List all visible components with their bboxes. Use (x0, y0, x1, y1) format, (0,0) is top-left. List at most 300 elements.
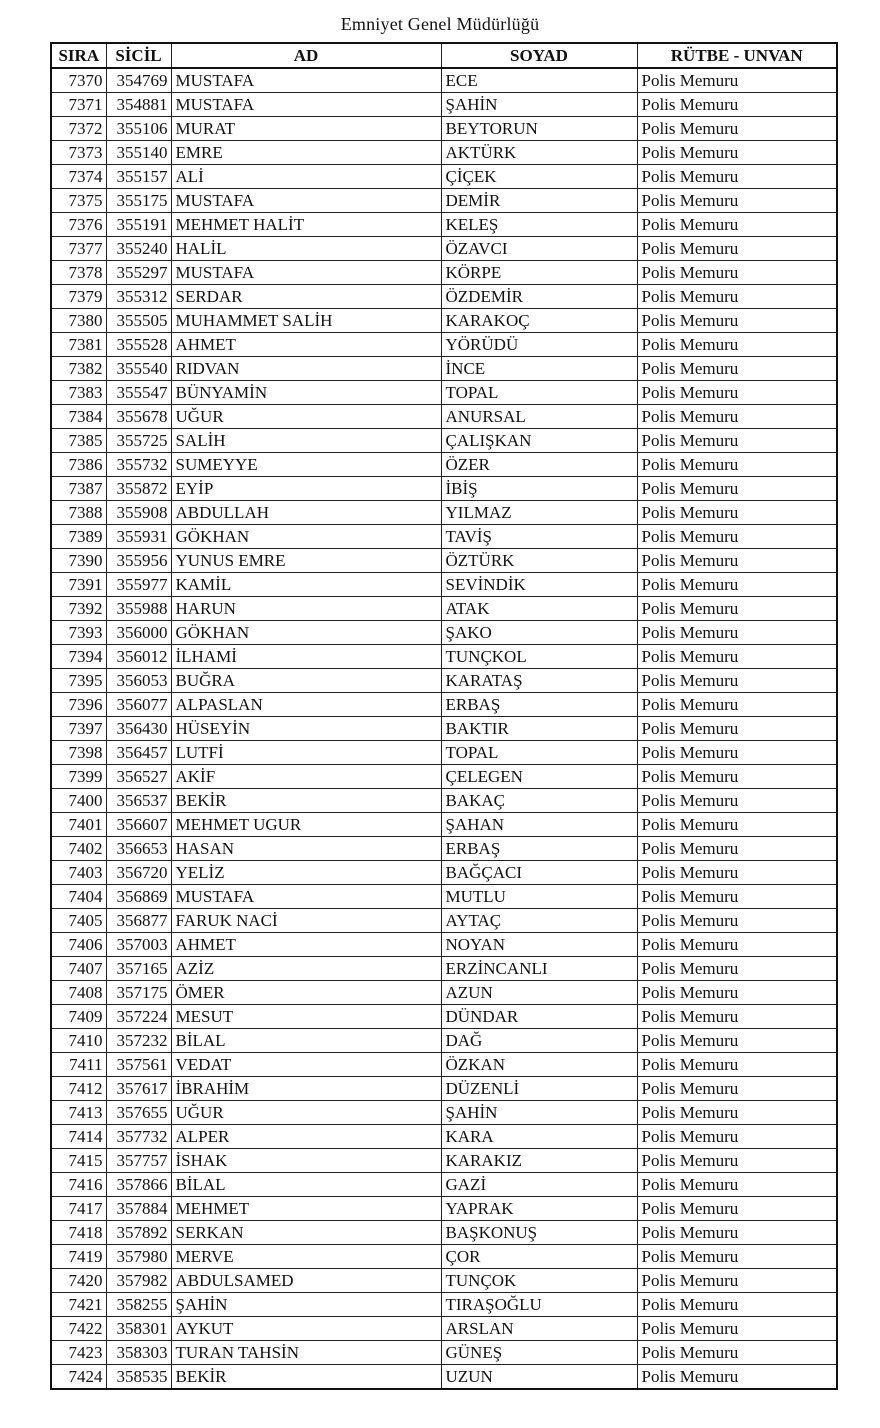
sicil-cell: 356720 (106, 861, 171, 885)
soyad-cell: KARAKIZ (441, 1149, 637, 1173)
sicil-cell: 357224 (106, 1005, 171, 1029)
sira-cell: 7398 (51, 741, 106, 765)
table-row (51, 957, 837, 981)
soyad-cell: ERZİNCANLI (441, 957, 637, 981)
rutbe-unvan-cell: Polis Memuru (637, 909, 837, 933)
sicil-cell: 357003 (106, 933, 171, 957)
table-row (51, 1365, 837, 1390)
sicil-cell: 355312 (106, 285, 171, 309)
sira-cell: 7374 (51, 165, 106, 189)
rutbe-unvan-cell: Polis Memuru (637, 1029, 837, 1053)
ad-cell: YELİZ (171, 861, 441, 885)
ad-cell: MESUT (171, 1005, 441, 1029)
sicil-cell: 355988 (106, 597, 171, 621)
sira-cell: 7389 (51, 525, 106, 549)
soyad-cell: DÜZENLİ (441, 1077, 637, 1101)
sira-cell: 7371 (51, 93, 106, 117)
ad-cell: MUSTAFA (171, 885, 441, 909)
ad-cell: MUSTAFA (171, 189, 441, 213)
sicil-cell: 355191 (106, 213, 171, 237)
ad-cell: HARUN (171, 597, 441, 621)
soyad-cell: AYTAÇ (441, 909, 637, 933)
table-row (51, 405, 837, 429)
sira-cell: 7404 (51, 885, 106, 909)
rutbe-unvan-cell: Polis Memuru (637, 405, 837, 429)
sicil-cell: 356877 (106, 909, 171, 933)
ad-cell: ALPASLAN (171, 693, 441, 717)
soyad-cell: BAKTIR (441, 717, 637, 741)
rutbe-unvan-cell: Polis Memuru (637, 333, 837, 357)
soyad-cell: NOYAN (441, 933, 637, 957)
ad-cell: UĞUR (171, 405, 441, 429)
ad-cell: VEDAT (171, 1053, 441, 1077)
soyad-cell: ATAK (441, 597, 637, 621)
sicil-cell: 355175 (106, 189, 171, 213)
soyad-cell: ŞAKO (441, 621, 637, 645)
soyad-cell: GÜNEŞ (441, 1341, 637, 1365)
rutbe-unvan-cell: Polis Memuru (637, 1365, 837, 1390)
sicil-cell: 354769 (106, 68, 171, 93)
soyad-cell: DEMİR (441, 189, 637, 213)
sira-cell: 7376 (51, 213, 106, 237)
table-row (51, 693, 837, 717)
ad-cell: BEKİR (171, 789, 441, 813)
sira-cell: 7397 (51, 717, 106, 741)
soyad-cell: İNCE (441, 357, 637, 381)
table-body (51, 68, 837, 1389)
soyad-cell: TAVİŞ (441, 525, 637, 549)
sicil-cell: 355732 (106, 453, 171, 477)
soyad-cell: ÇOR (441, 1245, 637, 1269)
ad-cell: MEHMET HALİT (171, 213, 441, 237)
rutbe-unvan-cell: Polis Memuru (637, 669, 837, 693)
sicil-cell: 357175 (106, 981, 171, 1005)
sira-cell: 7400 (51, 789, 106, 813)
column-header-soyad: SOYAD (441, 43, 637, 68)
sira-cell: 7412 (51, 1077, 106, 1101)
sira-cell: 7379 (51, 285, 106, 309)
table-row (51, 597, 837, 621)
sicil-cell: 356000 (106, 621, 171, 645)
sira-cell: 7385 (51, 429, 106, 453)
ad-cell: İBRAHİM (171, 1077, 441, 1101)
sicil-cell: 355505 (106, 309, 171, 333)
sira-cell: 7378 (51, 261, 106, 285)
sira-cell: 7391 (51, 573, 106, 597)
soyad-cell: ERBAŞ (441, 693, 637, 717)
soyad-cell: ÇELEGEN (441, 765, 637, 789)
sira-cell: 7382 (51, 357, 106, 381)
sicil-cell: 358303 (106, 1341, 171, 1365)
soyad-cell: ÇALIŞKAN (441, 429, 637, 453)
rutbe-unvan-cell: Polis Memuru (637, 933, 837, 957)
rutbe-unvan-cell: Polis Memuru (637, 717, 837, 741)
ad-cell: ABDULSAMED (171, 1269, 441, 1293)
ad-cell: UĞUR (171, 1101, 441, 1125)
table-row (51, 573, 837, 597)
table-row (51, 117, 837, 141)
sira-cell: 7395 (51, 669, 106, 693)
ad-cell: MURAT (171, 117, 441, 141)
rutbe-unvan-cell: Polis Memuru (637, 621, 837, 645)
rutbe-unvan-cell: Polis Memuru (637, 429, 837, 453)
soyad-cell: DÜNDAR (441, 1005, 637, 1029)
table-row (51, 909, 837, 933)
sicil-cell: 355872 (106, 477, 171, 501)
rutbe-unvan-cell: Polis Memuru (637, 1245, 837, 1269)
ad-cell: AZİZ (171, 957, 441, 981)
rutbe-unvan-cell: Polis Memuru (637, 837, 837, 861)
ad-cell: KAMİL (171, 573, 441, 597)
sicil-cell: 355140 (106, 141, 171, 165)
soyad-cell: ŞAHİN (441, 1101, 637, 1125)
sira-cell: 7387 (51, 477, 106, 501)
table-row (51, 1245, 837, 1269)
rutbe-unvan-cell: Polis Memuru (637, 189, 837, 213)
soyad-cell: DAĞ (441, 1029, 637, 1053)
table-row (51, 861, 837, 885)
sira-cell: 7407 (51, 957, 106, 981)
rutbe-unvan-cell: Polis Memuru (637, 597, 837, 621)
rutbe-unvan-cell: Polis Memuru (637, 117, 837, 141)
sicil-cell: 355725 (106, 429, 171, 453)
rutbe-unvan-cell: Polis Memuru (637, 261, 837, 285)
table-row (51, 1125, 837, 1149)
rutbe-unvan-cell: Polis Memuru (637, 573, 837, 597)
sira-cell: 7388 (51, 501, 106, 525)
rutbe-unvan-cell: Polis Memuru (637, 1005, 837, 1029)
table-row (51, 669, 837, 693)
table-row (51, 309, 837, 333)
table-row (51, 933, 837, 957)
table-row (51, 477, 837, 501)
rutbe-unvan-cell: Polis Memuru (637, 1221, 837, 1245)
soyad-cell: İBİŞ (441, 477, 637, 501)
soyad-cell: KARAKOÇ (441, 309, 637, 333)
soyad-cell: ÖZKAN (441, 1053, 637, 1077)
soyad-cell: YÖRÜDÜ (441, 333, 637, 357)
rutbe-unvan-cell: Polis Memuru (637, 1341, 837, 1365)
soyad-cell: AKTÜRK (441, 141, 637, 165)
rutbe-unvan-cell: Polis Memuru (637, 285, 837, 309)
sicil-cell: 355931 (106, 525, 171, 549)
soyad-cell: ÖZTÜRK (441, 549, 637, 573)
sicil-cell: 355297 (106, 261, 171, 285)
sira-cell: 7416 (51, 1173, 106, 1197)
soyad-cell: ÖZER (441, 453, 637, 477)
ad-cell: MERVE (171, 1245, 441, 1269)
rutbe-unvan-cell: Polis Memuru (637, 93, 837, 117)
ad-cell: RIDVAN (171, 357, 441, 381)
sira-cell: 7411 (51, 1053, 106, 1077)
sira-cell: 7421 (51, 1293, 106, 1317)
table-row (51, 261, 837, 285)
sicil-cell: 358301 (106, 1317, 171, 1341)
table-row (51, 1005, 837, 1029)
table-row (51, 1293, 837, 1317)
ad-cell: FARUK NACİ (171, 909, 441, 933)
table-row (51, 621, 837, 645)
ad-cell: SERKAN (171, 1221, 441, 1245)
soyad-cell: KÖRPE (441, 261, 637, 285)
table-row (51, 1029, 837, 1053)
table-row (51, 501, 837, 525)
ad-cell: BİLAL (171, 1029, 441, 1053)
ad-cell: BEKİR (171, 1365, 441, 1390)
sicil-cell: 358535 (106, 1365, 171, 1390)
rutbe-unvan-cell: Polis Memuru (637, 213, 837, 237)
ad-cell: ÖMER (171, 981, 441, 1005)
soyad-cell: SEVİNDİK (441, 573, 637, 597)
soyad-cell: ECE (441, 68, 637, 93)
sicil-cell: 355956 (106, 549, 171, 573)
ad-cell: AYKUT (171, 1317, 441, 1341)
table-row (51, 357, 837, 381)
sira-cell: 7372 (51, 117, 106, 141)
soyad-cell: ÖZDEMİR (441, 285, 637, 309)
table-row (51, 141, 837, 165)
soyad-cell: TOPAL (441, 741, 637, 765)
rutbe-unvan-cell: Polis Memuru (637, 501, 837, 525)
table-row (51, 213, 837, 237)
table-row (51, 525, 837, 549)
table-row (51, 1341, 837, 1365)
soyad-cell: TIRAŞOĞLU (441, 1293, 637, 1317)
rutbe-unvan-cell: Polis Memuru (637, 1173, 837, 1197)
ad-cell: SALİH (171, 429, 441, 453)
table-row (51, 837, 837, 861)
soyad-cell: TOPAL (441, 381, 637, 405)
ad-cell: ŞAHİN (171, 1293, 441, 1317)
table-row (51, 1149, 837, 1173)
sicil-cell: 357884 (106, 1197, 171, 1221)
ad-cell: BİLAL (171, 1173, 441, 1197)
soyad-cell: TUNÇKOL (441, 645, 637, 669)
sicil-cell: 357866 (106, 1173, 171, 1197)
sicil-cell: 356537 (106, 789, 171, 813)
rutbe-unvan-cell: Polis Memuru (637, 381, 837, 405)
sicil-cell: 358255 (106, 1293, 171, 1317)
sicil-cell: 355547 (106, 381, 171, 405)
ad-cell: GÖKHAN (171, 525, 441, 549)
rutbe-unvan-cell: Polis Memuru (637, 309, 837, 333)
rutbe-unvan-cell: Polis Memuru (637, 1101, 837, 1125)
rutbe-unvan-cell: Polis Memuru (637, 693, 837, 717)
table-row (51, 189, 837, 213)
rutbe-unvan-cell: Polis Memuru (637, 1053, 837, 1077)
ad-cell: LUTFİ (171, 741, 441, 765)
rutbe-unvan-cell: Polis Memuru (637, 1149, 837, 1173)
sicil-cell: 357165 (106, 957, 171, 981)
sira-cell: 7393 (51, 621, 106, 645)
sira-cell: 7403 (51, 861, 106, 885)
ad-cell: İSHAK (171, 1149, 441, 1173)
ad-cell: ABDULLAH (171, 501, 441, 525)
soyad-cell: TUNÇOK (441, 1269, 637, 1293)
table-row (51, 549, 837, 573)
sira-cell: 7381 (51, 333, 106, 357)
table-row (51, 1053, 837, 1077)
ad-cell: GÖKHAN (171, 621, 441, 645)
sira-cell: 7417 (51, 1197, 106, 1221)
sira-cell: 7377 (51, 237, 106, 261)
ad-cell: İLHAMİ (171, 645, 441, 669)
rutbe-unvan-cell: Polis Memuru (637, 1293, 837, 1317)
sira-cell: 7418 (51, 1221, 106, 1245)
sira-cell: 7373 (51, 141, 106, 165)
rutbe-unvan-cell: Polis Memuru (637, 1317, 837, 1341)
rutbe-unvan-cell: Polis Memuru (637, 813, 837, 837)
soyad-cell: AZUN (441, 981, 637, 1005)
ad-cell: EYİP (171, 477, 441, 501)
sicil-cell: 355528 (106, 333, 171, 357)
ad-cell: YUNUS EMRE (171, 549, 441, 573)
table-row (51, 741, 837, 765)
table-row (51, 789, 837, 813)
sira-cell: 7392 (51, 597, 106, 621)
table-row (51, 1269, 837, 1293)
table-row (51, 1173, 837, 1197)
sicil-cell: 357892 (106, 1221, 171, 1245)
sira-cell: 7408 (51, 981, 106, 1005)
sira-cell: 7386 (51, 453, 106, 477)
ad-cell: SUMEYYE (171, 453, 441, 477)
rutbe-unvan-cell: Polis Memuru (637, 1197, 837, 1221)
column-header-ad: AD (171, 43, 441, 68)
sicil-cell: 357980 (106, 1245, 171, 1269)
soyad-cell: KARA (441, 1125, 637, 1149)
rutbe-unvan-cell: Polis Memuru (637, 981, 837, 1005)
table-row (51, 981, 837, 1005)
soyad-cell: ŞAHAN (441, 813, 637, 837)
ad-cell: HALİL (171, 237, 441, 261)
sicil-cell: 357732 (106, 1125, 171, 1149)
table-row (51, 381, 837, 405)
ad-cell: MUSTAFA (171, 93, 441, 117)
table-row (51, 645, 837, 669)
rutbe-unvan-cell: Polis Memuru (637, 1125, 837, 1149)
sira-cell: 7384 (51, 405, 106, 429)
soyad-cell: BAĞÇACI (441, 861, 637, 885)
soyad-cell: ÇİÇEK (441, 165, 637, 189)
sira-cell: 7409 (51, 1005, 106, 1029)
ad-cell: MUSTAFA (171, 68, 441, 93)
table-row (51, 1317, 837, 1341)
column-header-sira: SIRA (51, 43, 106, 68)
sira-cell: 7423 (51, 1341, 106, 1365)
table-row (51, 1077, 837, 1101)
rutbe-unvan-cell: Polis Memuru (637, 861, 837, 885)
rutbe-unvan-cell: Polis Memuru (637, 357, 837, 381)
sira-cell: 7370 (51, 68, 106, 93)
sira-cell: 7420 (51, 1269, 106, 1293)
sira-cell: 7422 (51, 1317, 106, 1341)
sira-cell: 7375 (51, 189, 106, 213)
rutbe-unvan-cell: Polis Memuru (637, 741, 837, 765)
ad-cell: AHMET (171, 333, 441, 357)
sicil-cell: 356653 (106, 837, 171, 861)
rutbe-unvan-cell: Polis Memuru (637, 68, 837, 93)
soyad-cell: GAZİ (441, 1173, 637, 1197)
sicil-cell: 355240 (106, 237, 171, 261)
ad-cell: EMRE (171, 141, 441, 165)
sicil-cell: 355106 (106, 117, 171, 141)
sira-cell: 7415 (51, 1149, 106, 1173)
sicil-cell: 357561 (106, 1053, 171, 1077)
table-row (51, 285, 837, 309)
rutbe-unvan-cell: Polis Memuru (637, 789, 837, 813)
sira-cell: 7390 (51, 549, 106, 573)
soyad-cell: KELEŞ (441, 213, 637, 237)
rutbe-unvan-cell: Polis Memuru (637, 453, 837, 477)
rutbe-unvan-cell: Polis Memuru (637, 957, 837, 981)
rutbe-unvan-cell: Polis Memuru (637, 885, 837, 909)
sicil-cell: 355678 (106, 405, 171, 429)
table-row (51, 813, 837, 837)
sicil-cell: 356053 (106, 669, 171, 693)
sicil-cell: 356607 (106, 813, 171, 837)
soyad-cell: YILMAZ (441, 501, 637, 525)
ad-cell: SERDAR (171, 285, 441, 309)
ad-cell: BÜNYAMİN (171, 381, 441, 405)
rutbe-unvan-cell: Polis Memuru (637, 165, 837, 189)
sira-cell: 7406 (51, 933, 106, 957)
sicil-cell: 355977 (106, 573, 171, 597)
personnel-table (50, 42, 838, 1390)
soyad-cell: BAKAÇ (441, 789, 637, 813)
ad-cell: MUSTAFA (171, 261, 441, 285)
table-row (51, 68, 837, 93)
table-row (51, 1101, 837, 1125)
table-row (51, 717, 837, 741)
table-row (51, 885, 837, 909)
soyad-cell: YAPRAK (441, 1197, 637, 1221)
table-row (51, 1221, 837, 1245)
rutbe-unvan-cell: Polis Memuru (637, 477, 837, 501)
sira-cell: 7396 (51, 693, 106, 717)
sira-cell: 7413 (51, 1101, 106, 1125)
sicil-cell: 356077 (106, 693, 171, 717)
ad-cell: HÜSEYİN (171, 717, 441, 741)
ad-cell: MEHMET UGUR (171, 813, 441, 837)
rutbe-unvan-cell: Polis Memuru (637, 525, 837, 549)
soyad-cell: KARATAŞ (441, 669, 637, 693)
sicil-cell: 356869 (106, 885, 171, 909)
ad-cell: AKİF (171, 765, 441, 789)
page-title: Emniyet Genel Müdürlüğü (340, 14, 540, 34)
sira-cell: 7414 (51, 1125, 106, 1149)
table-row (51, 765, 837, 789)
soyad-cell: BAŞKONUŞ (441, 1221, 637, 1245)
sira-cell: 7399 (51, 765, 106, 789)
ad-cell: MUHAMMET SALİH (171, 309, 441, 333)
sicil-cell: 356457 (106, 741, 171, 765)
soyad-cell: BEYTORUN (441, 117, 637, 141)
sicil-cell: 357232 (106, 1029, 171, 1053)
rutbe-unvan-cell: Polis Memuru (637, 549, 837, 573)
table-row (51, 93, 837, 117)
rutbe-unvan-cell: Polis Memuru (637, 765, 837, 789)
ad-cell: HASAN (171, 837, 441, 861)
sira-cell: 7405 (51, 909, 106, 933)
sicil-cell: 355157 (106, 165, 171, 189)
rutbe-unvan-cell: Polis Memuru (637, 1269, 837, 1293)
ad-cell: ALPER (171, 1125, 441, 1149)
rutbe-unvan-cell: Polis Memuru (637, 141, 837, 165)
sira-cell: 7402 (51, 837, 106, 861)
soyad-cell: ŞAHİN (441, 93, 637, 117)
sicil-cell: 356527 (106, 765, 171, 789)
